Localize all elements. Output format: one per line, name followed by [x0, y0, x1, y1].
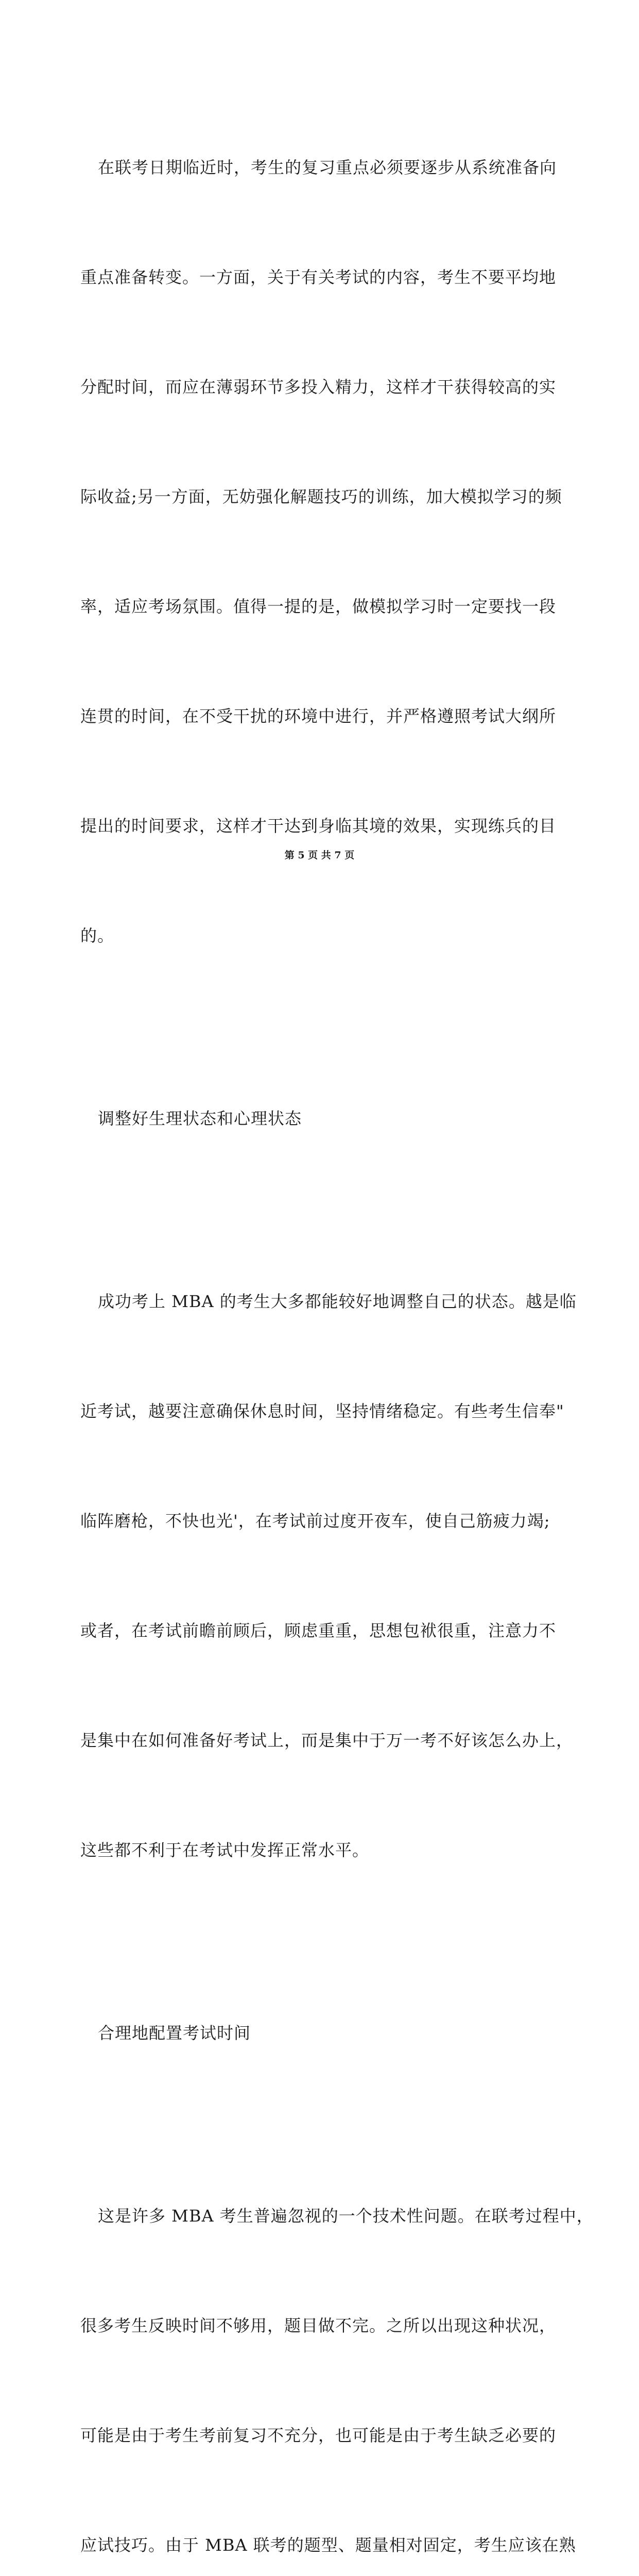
- text-line: 率，适应考场氛围。值得一提的是，做模拟学习时一定要找一段: [80, 597, 557, 616]
- section-heading-state: [80, 1027, 575, 1210]
- text-line: 在联考日期临近时，考生的复习重点必须要逐步从系统准备向: [98, 158, 557, 177]
- text-line: 临阵磨枪，不快也光'，在考试前过度开夜车，使自己筋疲力竭;: [80, 1511, 550, 1531]
- text-line: 提出的时间要求，这样才干达到身临其境的效果，实现练兵的目: [80, 816, 557, 836]
- section-heading-time: [80, 1942, 575, 2125]
- text-line: 重点准备转变。一方面，关于有关考试的内容，考生不要平均地: [80, 267, 557, 287]
- text-line: 近考试，越要注意确保休息时间，坚持情绪稳定。有些考生信奉": [80, 1401, 564, 1421]
- text-line: 或者，在考试前瞻前顾后，顾虑重重，思想包袱很重，注意力不: [80, 1621, 557, 1640]
- text-line: 是集中在如何准备好考试上，而是集中于万一考不好该怎么办上，: [80, 1731, 574, 1750]
- text-line: 很多考生反映时间不够用，题目做不完。之所以出现这种状况，: [80, 2316, 557, 2335]
- document-body: [80, 76, 594, 2576]
- text-line: 可能是由于考生考前复习不充分，也可能是由于考生缺乏必要的: [80, 2426, 557, 2445]
- text-line: 连贯的时间，在不受干扰的环境中进行，并严格遵照考试大纲所: [80, 706, 557, 726]
- text-line: 合理地配置考试时间: [98, 2023, 251, 2043]
- text-line: 分配时间，而应在薄弱环节多投入精力，这样才干获得较高的实: [80, 377, 557, 397]
- paragraph-review-focus: [80, 76, 575, 1027]
- text-line: 调整好生理状态和心理状态: [98, 1109, 302, 1128]
- text-line: 这些都不利于在考试中发挥正常水平。: [80, 1840, 370, 1860]
- page-number-footer: 第 5 页 共 7 页: [284, 850, 355, 861]
- text-line: 成功考上 MBA 的考生大多都能较好地调整自己的状态。越是临: [98, 1292, 577, 1311]
- text-line: 际收益;另一方面，无妨强化解题技巧的训练，加大模拟学习的频: [80, 487, 562, 506]
- text-line: 这是许多 MBA 考生普遍忽视的一个技术性问题。在联考过程中，: [98, 2206, 594, 2226]
- paragraph-state-adjustment: [80, 1210, 575, 1942]
- paragraph-time-allocation: [80, 2125, 594, 2576]
- text-line: 的。: [80, 926, 115, 945]
- text-line: 应试技巧。由于 MBA 联考的题型、题量相对固定，考生应该在熟: [80, 2535, 576, 2555]
